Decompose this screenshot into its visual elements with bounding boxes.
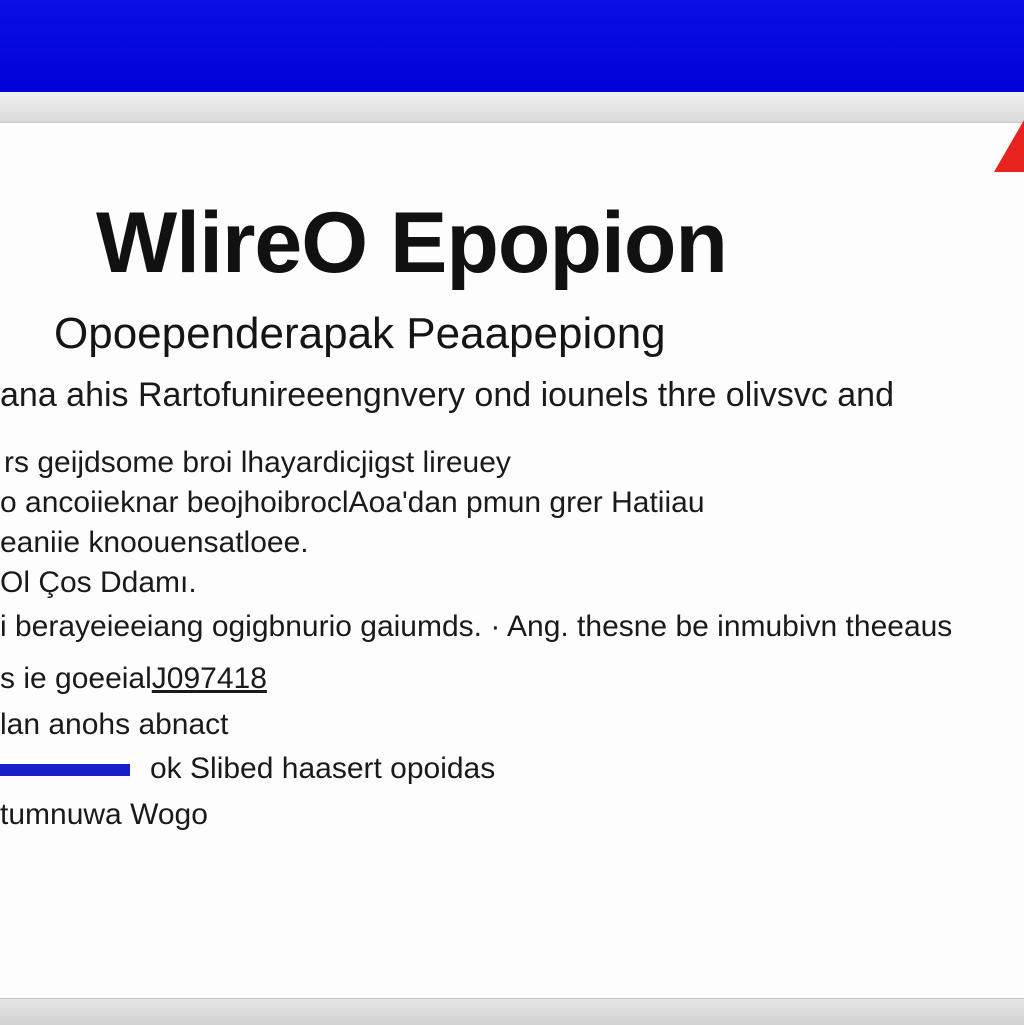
body-line-7-text: s ie goeeial <box>0 662 152 695</box>
body-line-2: rs geijdsome broi lhayardicjigst lireuey <box>4 446 511 479</box>
body-line-6: i berayeieeiang ogigbnurio gaiumds. · Ang. thesne be inmubivn theeaus <box>0 610 953 643</box>
body-line-4: eaniie knoouensatloee. <box>0 526 309 559</box>
body-line-9-text: Slibed haasert opoidas <box>190 752 496 785</box>
body-line-5: Ol Ços Ddamı. <box>0 566 197 599</box>
body-line-10: tumnuwa Wogo <box>0 798 208 831</box>
progress-label: ok <box>150 752 182 785</box>
dialog-heading: WlireO Epopion <box>96 195 727 291</box>
warning-triangle-icon <box>994 120 1024 172</box>
error-code-link[interactable]: J097418 <box>151 662 267 695</box>
window-title-bar[interactable] <box>0 0 1024 92</box>
body-line-3: o ancoiieknar beojhoibroclAoa'dan pmun grer Hatiiau <box>0 486 705 519</box>
dialog-subheading: Opoependerapak Peaapepiong <box>54 309 666 358</box>
body-line-1: ana ahis Rartofunireeengnvery ond iounels thre olivsvc and <box>0 376 894 414</box>
toolbar-strip <box>0 92 1024 123</box>
body-line-9 <box>0 754 495 784</box>
body-line-7 <box>0 664 267 694</box>
body-line-8: lan anohs abnact <box>0 708 229 741</box>
status-strip <box>0 998 1024 1025</box>
